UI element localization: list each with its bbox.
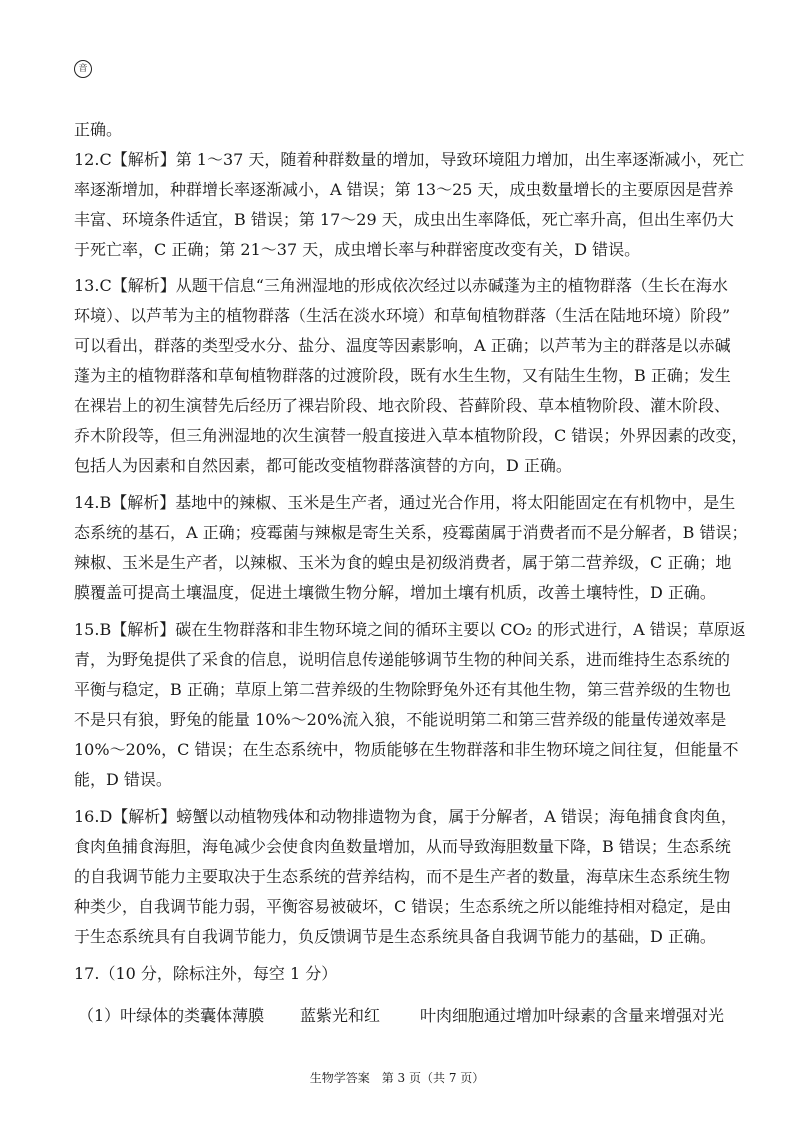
text-line: 正确。 — [74, 120, 123, 139]
text-line: 丰富、环境条件适宜，B 错误；第 17～29 天，成虫出生率降低，死亡率升高，但出生率仍大 — [74, 210, 734, 229]
text-line: 17.（10 分，除标注外，每空 1 分） — [74, 964, 338, 983]
text-line: 蓬为主的植物群落和草甸植物群落的过渡阶段，既有水生生物，又有陆生生物，B 正确；发生 — [74, 366, 731, 385]
text-line: 乔木阶段等，但三角洲湿地的次生演替一般直接进入草本植物阶段，C 错误；外界因素的改变， — [74, 426, 748, 445]
text-line: 能，D 错误。 — [74, 770, 172, 789]
answer-17-part-3: 叶肉细胞通过增加叶绿素的含量来增强对光 — [420, 1006, 725, 1025]
text-line: 率逐渐增加，种群增长率逐渐减小，A 错误；第 13～25 天，成虫数量增长的主要原因是营养 — [74, 180, 734, 199]
corner-seal-icon: 音 — [74, 60, 92, 78]
answer-17-part-1: （1）叶绿体的类囊体薄膜 — [78, 1006, 265, 1025]
text-line: 态系统的基石，A 正确；疫霉菌与辣椒是寄生关系，疫霉菌属于消费者而不是分解者，B 错误； — [74, 523, 748, 542]
text-line: 膜覆盖可提高土壤温度，促进土壤微生物分解，增加土壤有机质，改善土壤特性，D 正确。 — [74, 583, 716, 602]
text-line: 不是只有狼，野兔的能量 10%～20%流入狼，不能说明第二和第三营养级的能量传递效率是 — [74, 710, 727, 729]
text-line: 食肉鱼捕食海胆，海龟减少会使食肉鱼数量增加，从而导致海胆数量下降，B 错误；生态系统 — [74, 837, 731, 856]
text-line: 13.C【解析】从题干信息“三角洲湿地的形成依次经过以赤碱蓬为主的植物群落（生长在海水 — [74, 276, 728, 295]
text-line: 青，为野兔提供了采食的信息，说明信息传递能够调节生物的种间关系，进而维持生态系统的 — [74, 650, 731, 669]
text-line: 于生态系统具有自我调节能力，负反馈调节是生态系统具备自我调节能力的基础，D 正确。 — [74, 927, 716, 946]
text-line: 14.B【解析】基地中的辣椒、玉米是生产者，通过光合作用，将太阳能固定在有机物中，是生 — [74, 493, 736, 512]
answer-17-part-2: 蓝紫光和红 — [300, 1006, 381, 1025]
text-line: 种类少，自我调节能力弱，平衡容易被破坏，C 错误；生态系统之所以能维持相对稳定，是由 — [74, 897, 732, 916]
text-line: 16.D【解析】螃蟹以动植物残体和动物排遗物为食，属于分解者，A 错误；海龟捕食食肉鱼， — [74, 807, 737, 826]
text-line: 辣椒、玉米是生产者，以辣椒、玉米为食的蝗虫是初级消费者，属于第二营养级，C 正确；地 — [74, 553, 732, 572]
text-line: 于死亡率，C 正确；第 21～37 天，成虫增长率与种群密度改变有关，D 错误。 — [74, 240, 641, 259]
text-line: 10%～20%，C 错误；在生态系统中，物质能够在生物群落和非生物环境之间往复，但能量不 — [74, 740, 739, 759]
text-line: 环境）、以芦苇为主的植物群落（生活在淡水环境）和草甸植物群落（生活在陆地环境）阶段” — [74, 306, 731, 325]
text-line: 12.C【解析】第 1～37 天，随着种群数量的增加，导致环境阻力增加，出生率逐渐减小，死亡 — [74, 150, 745, 169]
page-footer: 生物学答案 第 3 页（共 7 页） — [309, 1071, 485, 1085]
text-line: 平衡与稳定，B 正确；草原上第二营养级的生物除野兔外还有其他生物，第三营养级的生物也 — [74, 680, 731, 699]
text-line: 的自我调节能力主要取决于生态系统的营养结构，而不是生产者的数量，海草床生态系统生物 — [74, 867, 731, 886]
text-line: 包括人为因素和自然因素，都可能改变植物群落演替的方向，D 正确。 — [74, 456, 572, 475]
text-line: 在裸岩上的初生演替先后经历了裸岩阶段、地衣阶段、苔藓阶段、草本植物阶段、灌木阶段、 — [74, 396, 731, 415]
text-line: 15.B【解析】碳在生物群落和非生物环境之间的循环主要以 CO₂ 的形式进行，A 错误；草原返 — [74, 620, 746, 639]
text-line: 可以看出，群落的类型受水分、盐分、温度等因素影响，A 正确；以芦苇为主的群落是以赤碱 — [74, 336, 731, 355]
